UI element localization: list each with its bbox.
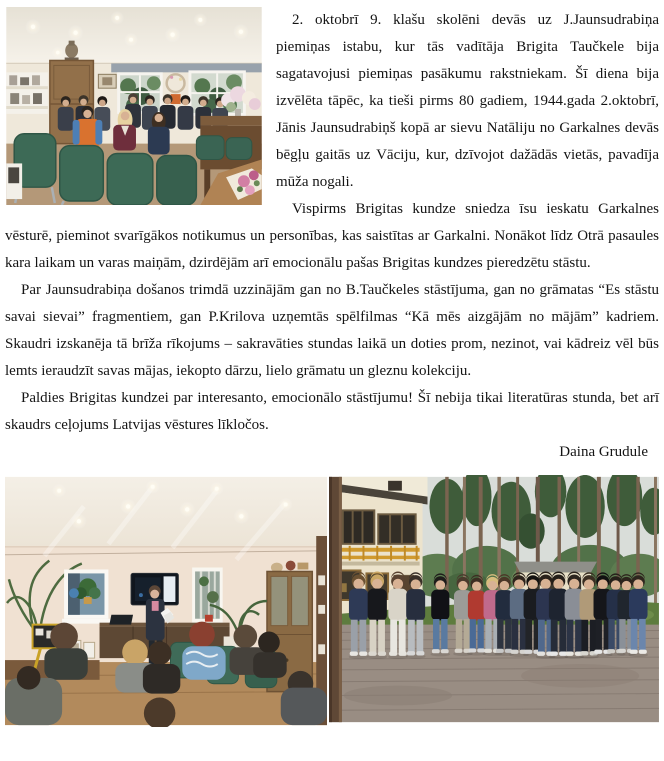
bottom-photo-row [5, 475, 659, 727]
paragraph-2: Vispirms Brigitas kundze sniedza īsu ieskatu Garkalnes vēsturē, pieminot svarīgākos notikumus un personības, kas saistītas ar Garkalni. Nonākot līdz Otrā pasaules kara laikam un varas maiņām, dzirdējām arī emocionālu pašas Brigitas kundzes pieredzētu stāstu. [5, 201, 659, 271]
photo-shelves [6, 72, 48, 114]
paragraph-4: Paldies Brigitas kundzei par interesanto, emocionālo stāstījumu! Šī nebija tikai literatūras stunda, bet arī skaudrs ceļojums Latvijas vēstures līkločos. [5, 390, 659, 433]
foreground-trunk [329, 477, 342, 722]
window-with-plant [62, 569, 110, 623]
corner-display [6, 163, 22, 199]
photo-group-outdoors [329, 475, 659, 724]
photo-memorial-room [5, 7, 263, 205]
photo-reading-event [5, 475, 327, 727]
paragraph-3: Par Jaunsudrabiņa došanos trimdā uzzinājām gan no B.Taučkeles stāstījuma, gan no grāmatas “Es stāstu savai sievai” fragmentiem, gan P.Krilova uzņemtās spēlfilmas “Kā mēs aizgājām no mājām” kadriem. Skaudri izskanēja tā brīža rīkojums – sakravāties stundas laikā un doties prom, nezinot, vai kādreiz vēl būs lemts ieraudzīt savas mājas, iekopto dārzu, lielo grāmatu un gleznu kolekciju. [5, 282, 659, 379]
paragraph-1: 2. oktobrī 9. klašu skolēni devās uz J.Jaunsudrabiņa piemiņas istabu, kur tās vadītāja Brigita Taučkele bija sagatavojusi piemiņas pasākumu rakstniekam. Šī diena bija izvēlēta tāpēc, ka tieši pirms 80 gadiem, 1944.gada 2.oktobrī, Jānis Jaunsudrabiņš kopā ar sievu Natāliju no Garkalnes devās bēgļu gaitās uz Vāciju, kur, dzīvojot dažādās vietās, pavadīja mūža nogali. [276, 12, 659, 190]
window-birches [191, 568, 224, 627]
wall-picture-inner [102, 77, 112, 85]
author-signature: Daina Grudule [559, 444, 648, 460]
